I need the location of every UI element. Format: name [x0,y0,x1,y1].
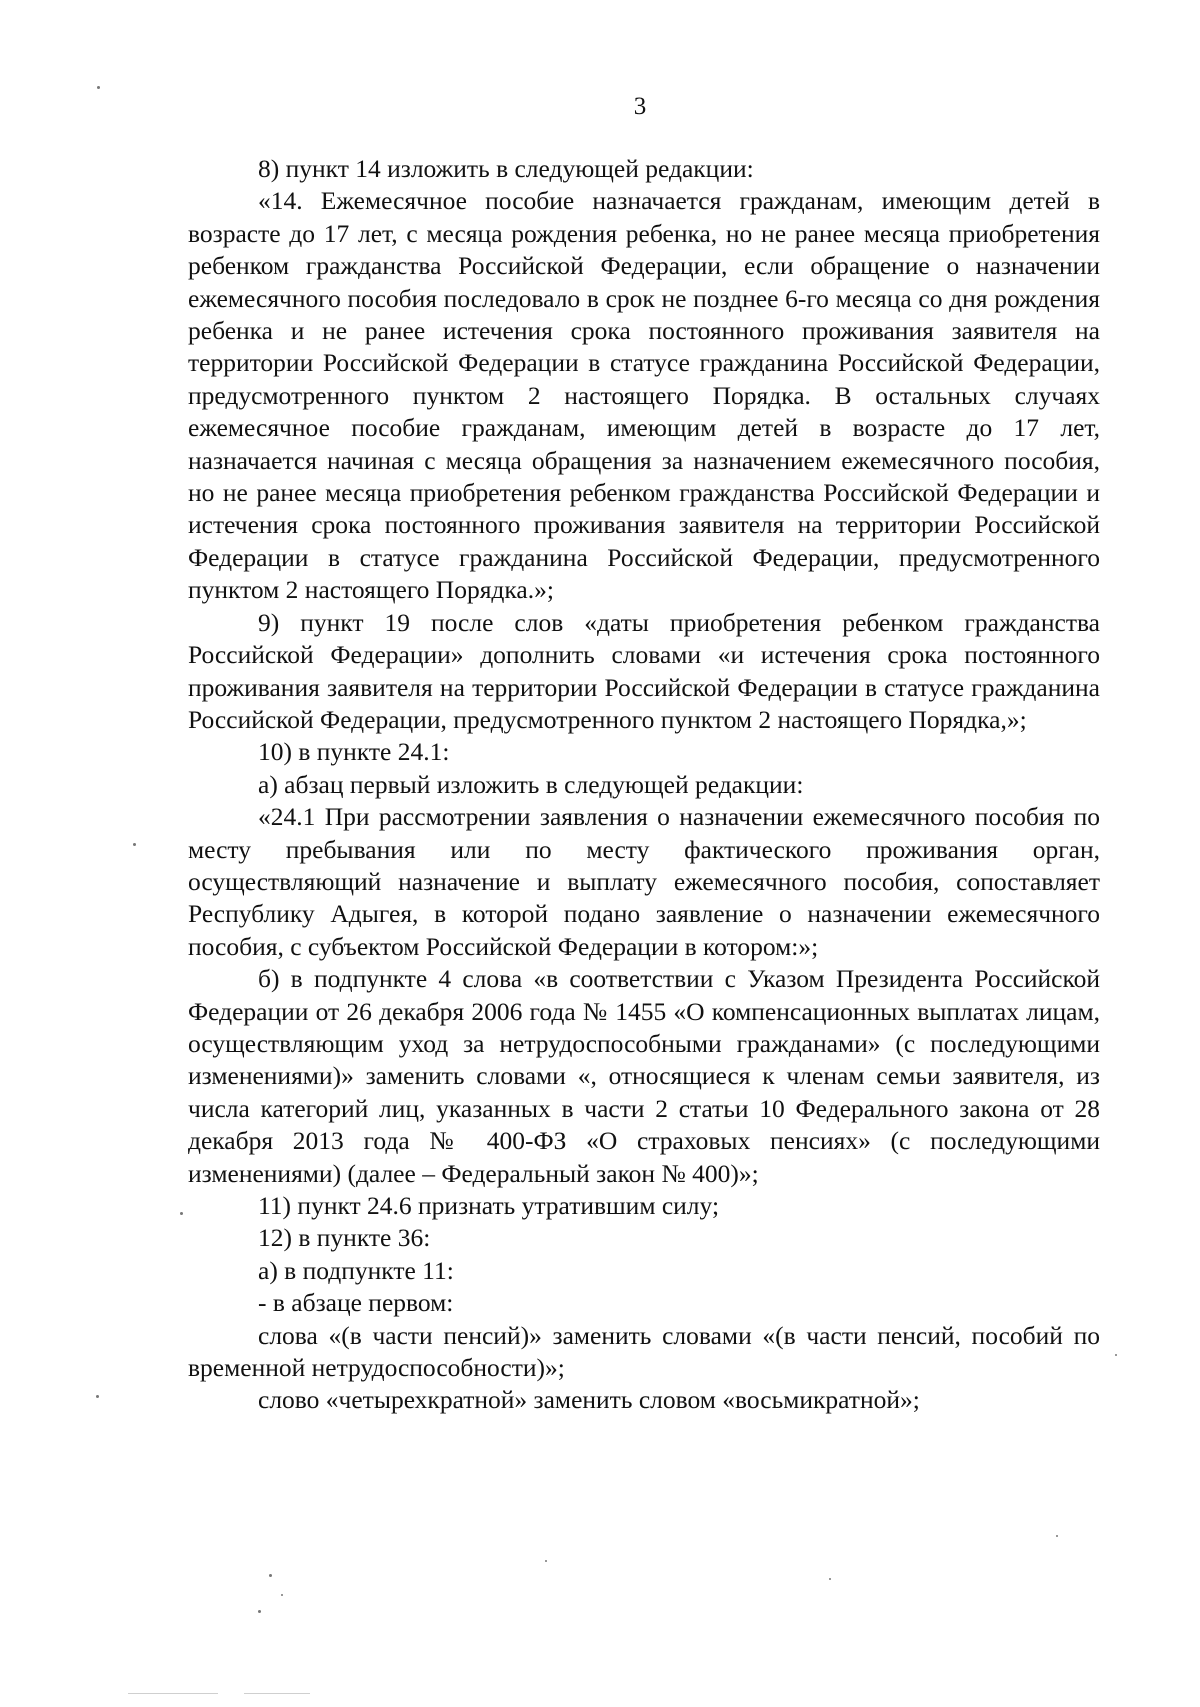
paragraph-replace-pensions: слова «(в части пенсий)» заменить словами «(в части пенсий, пособий по временной нетрудоспособности)»; [188,1320,1100,1383]
scan-speck [133,843,136,846]
paragraph-subitem-a: а) абзац первый изложить в следующей редакции: [258,769,804,799]
paragraph-item-12: 12) в пункте 36: [258,1223,431,1253]
paragraph-replace-multiplier: слово «четырехкратной» заменить словом «восьмикратной»; [258,1385,920,1415]
scan-speck [1056,1535,1058,1537]
paragraph-item-8: 8) пункт 14 изложить в следующей редакции: [258,154,754,183]
paragraph-item-9: 9) пункт 19 после слов «даты приобретения ребенком гражданства Российской Федерации» дополнить словами «и истечения срока постоянного проживания заявителя на территории Российской Федерации в статусе гражданина Российской Федерации, предусмотренного пунктом 2 настоящего Порядка,»; [188,607,1100,734]
paragraph-subitem-a-11: а) в подпункте 11: [258,1255,454,1285]
scan-edge-line [128,1693,218,1694]
paragraph-item-24-1-text: «24.1 При рассмотрении заявления о назначении ежемесячного пособия по месту пребывания или по месту фактического проживания орган, осуществляющий назначение и выплату ежемесячного пособия, сопоставляет Республику Адыгея, в которой подано заявление о назначении ежемесячного пособия, с субъектом Российской Федерации в котором:»; [188,802,1100,961]
scan-edge-line [244,1693,310,1694]
paragraph-item-14-text: «14. Ежемесячное пособие назначается гражданам, имеющим детей в возрасте до 17 лет, с месяца рождения ребенка, но не ранее месяца приобретения ребенком гражданства Российской Федерации, если обращение о назначении ежемесячного пособия последовало в срок не позднее 6-го месяца со дня рождения ребенка и не ранее истечения срока постоянного проживания заявителя на территории Российской Федерации в статусе гражданина Российской Федерации, предусмотренного пунктом 2 настоящего Порядка. В остальных случаях ежемесячное пособие гражданам, имеющим детей в возрасте до 17 лет, назначается начиная с месяца обращения за назначением ежемесячного пособия, но не ранее месяца приобретения ребенком гражданства Российской Федерации и истечения срока постоянного проживания заявителя на территории Российской Федерации в статусе гражданина Российской Федерации, предусмотренного пунктом 2 настоящего Порядка.»; [188,186,1100,605]
scan-speck [545,1560,547,1562]
paragraph-first-abzats: - в абзаце первом: [258,1288,454,1318]
scan-speck [258,1610,261,1613]
scan-speck [829,1578,831,1580]
page-number: 3 [633,93,647,120]
document-body [188,153,1100,1417]
scan-speck [96,1395,99,1398]
paragraph-item-11: 11) пункт 24.6 признать утратившим силу; [258,1191,720,1220]
scan-speck [269,1574,272,1577]
scan-speck [97,86,100,89]
scan-speck [180,1212,183,1215]
scan-speck [281,1594,283,1596]
scan-speck [1115,1354,1117,1356]
paragraph-item-10: 10) в пункте 24.1: [258,737,450,767]
paragraph-subitem-b: б) в подпункте 4 слова «в соответствии с Указом Президента Российской Федерации от 26 декабря 2006 года № 1455 «О компенсационных выплатах лицам, осуществляющим уход за нетрудоспособными гражданами» (с последующими изменениями)» заменить словами «, относящиеся к членам семьи заявителя, из числа категорий лиц, указанных в части 2 статьи 10 Федерального закона от 28 декабря 2013 года № 400-ФЗ «О страховых пенсиях» (с последующими изменениями) (далее – Федеральный закон № 400)»; [188,964,1100,1188]
